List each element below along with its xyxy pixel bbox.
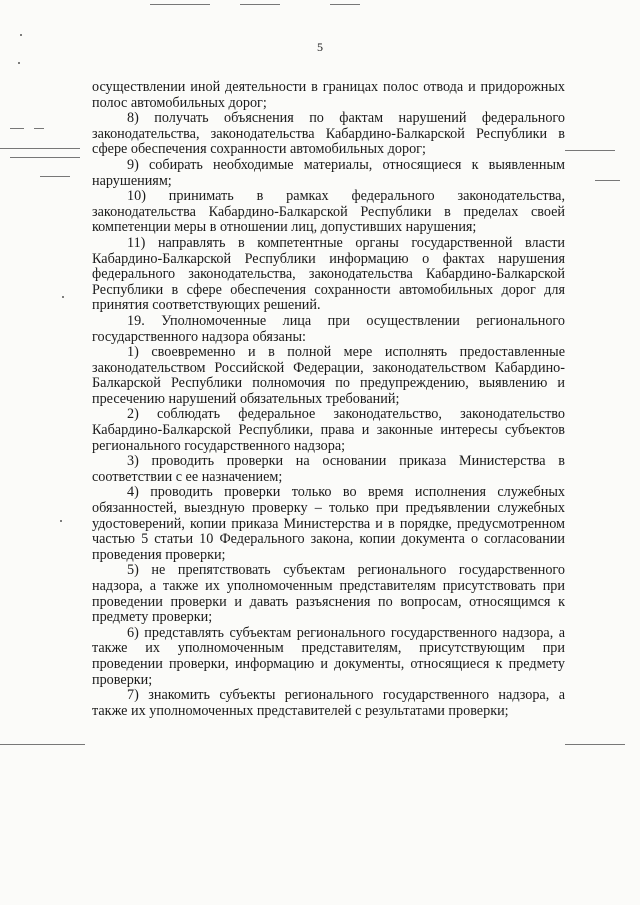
document-body [92, 80, 565, 719]
scan-artifact [0, 744, 85, 745]
scan-artifact [18, 62, 20, 64]
scan-artifact [240, 4, 280, 5]
paragraph-duty-1: 1) своевременно и в полной мере исполнять предоставленные законодательством Российской Федерации, законодательством Кабардино-Балкарской Республики полномочия по предупреждению, выявлению и пресечению нарушений обязательных требований; [92, 344, 565, 407]
scan-artifact [62, 296, 64, 298]
scan-artifact [20, 34, 22, 36]
paragraph-duty-3: 3) проводить проверки на основании приказа Министерства в соответствии с ее назначением; [92, 453, 565, 485]
scan-artifact [40, 176, 70, 177]
paragraph-item-10: 10) принимать в рамках федерального законодательства, законодательства Кабардино-Балкарской Республики в пределах своей компетенции меры в отношении лиц, допустивших нарушения; [92, 188, 565, 236]
paragraph-duty-4: 4) проводить проверки только во время исполнения служебных обязанностей, выездную проверку – только при предъявлении служебных удостоверений, копии приказа Министерства и в порядке, предусмотренном частью 5 статьи 10 Федерального закона, копии документа о согласовании проведения проверки; [92, 484, 565, 563]
paragraph-item-9: 9) собирать необходимые материалы, относящиеся к выявленным нарушениям; [92, 156, 565, 189]
scan-artifact [565, 744, 625, 745]
paragraph-continuation: осуществлении иной деятельности в границах полос отвода и придорожных полос автомобильных дорог; [92, 79, 565, 111]
scan-artifact [330, 4, 360, 5]
paragraph-item-11: 11) направлять в компетентные органы государственной власти Кабардино-Балкарской Республики информацию о фактах нарушения федерального законодательства, законодательства Кабардино-Балкарской Республики в сфере обеспечения сохранности автомобильных дорог для принятия соответствующих решений. [92, 234, 565, 314]
paragraph-item-8: 8) получать объяснения по фактам нарушений федерального законодательства, законодательства Кабардино-Балкарской Республики в сфере обеспечения сохранности автомобильных дорог; [92, 110, 565, 158]
scan-artifact [0, 148, 80, 149]
paragraph-duty-5: 5) не препятствовать субъектам регионального государственного надзора, а также их уполномоченным представителям присутствовать при проведении проверки и давать разъяснения по вопросам, относящимся к предмету проверки; [92, 562, 565, 626]
paragraph-duty-7: 7) знакомить субъекты регионального государственного надзора, а также их уполномоченных представителей с результатами проверки; [92, 687, 565, 719]
paragraph-duty-2: 2) соблюдать федеральное законодательство, законодательство Кабардино-Балкарской Республики, права и законные интересы субъектов регионального государственного надзора; [92, 406, 565, 454]
paragraph-duty-6: 6) представлять субъектам регионального государственного надзора, а также их уполномоченным представителям, присутствующим при проведении проверки, информацию и документы, относящиеся к предмету проверки; [92, 624, 565, 688]
paragraph-clause-19: 19. Уполномоченные лица при осуществлении регионального государственного надзора обязаны: [92, 312, 565, 345]
scan-artifact [10, 128, 24, 129]
scan-artifact [60, 520, 62, 522]
scan-artifact [10, 157, 80, 158]
scan-artifact [150, 4, 210, 5]
scan-artifact [565, 150, 615, 151]
scan-artifact [34, 128, 44, 129]
page-number: 5 [317, 40, 323, 54]
scan-artifact [595, 180, 620, 181]
